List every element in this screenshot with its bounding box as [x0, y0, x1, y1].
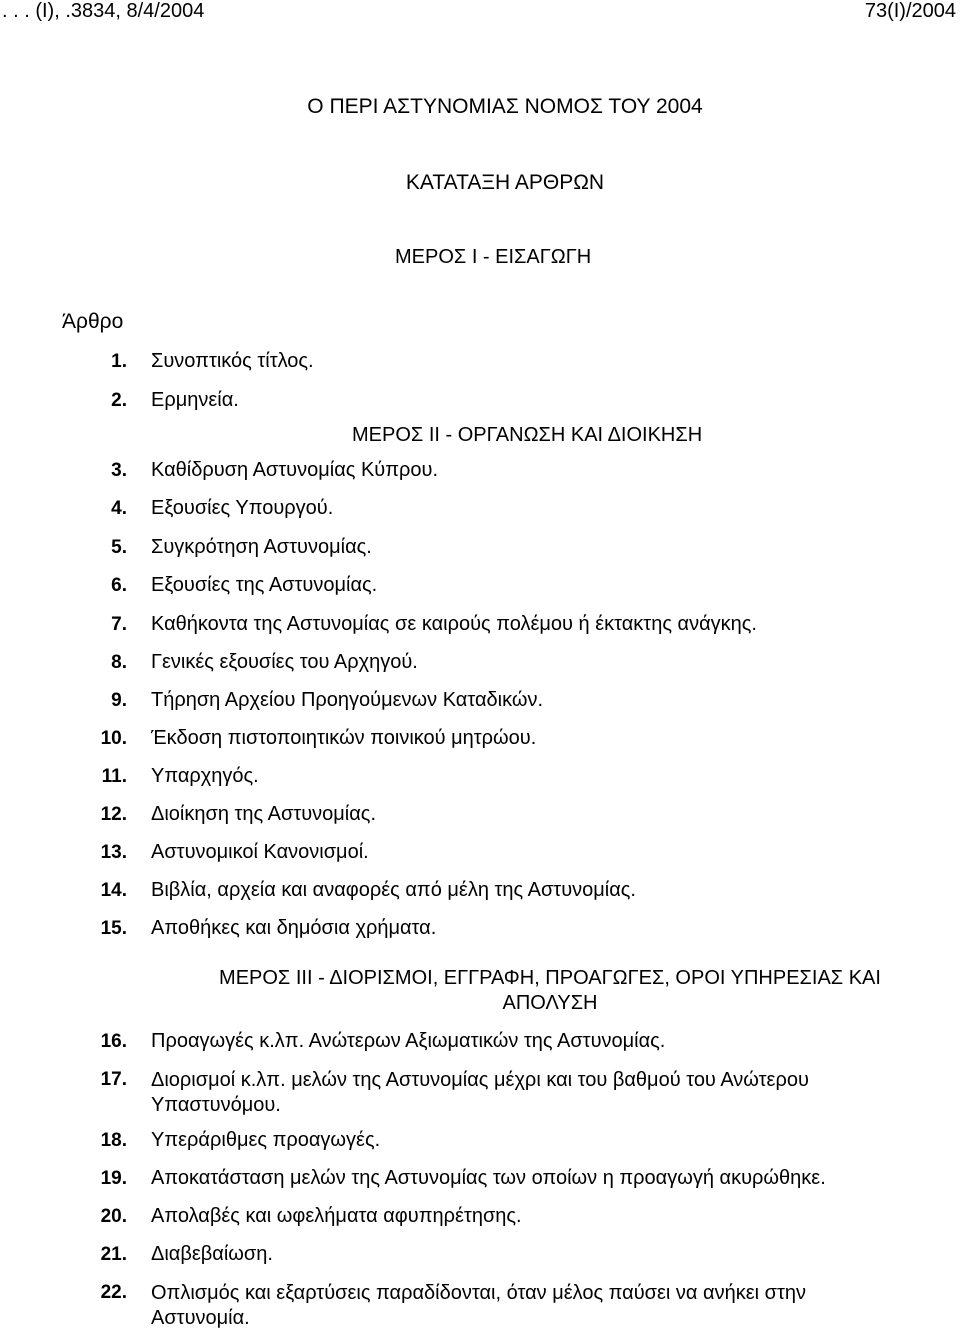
article-title: Απολαβές και ωφελήματα αφυπηρέτησης.: [151, 1205, 522, 1227]
article-title: Καθίδρυση Αστυνομίας Κύπρου.: [151, 459, 439, 481]
article-title: Βιβλία, αρχεία και αναφορές από μέλη της Αστυνομίας.: [151, 879, 636, 901]
article-number: 3.: [111, 460, 127, 481]
article-title: Προαγωγές κ.λπ. Ανώτερων Αξιωματικών της Αστυνομίας.: [151, 1030, 666, 1052]
article-number: 16.: [100, 1031, 127, 1052]
article-title: Αποθήκες και δημόσια χρήματα.: [151, 917, 437, 939]
page-header-right: 73(Ι)/2004: [864, 0, 956, 22]
article-number: 7.: [111, 614, 127, 635]
article-title: Εξουσίες Υπουργού.: [151, 497, 334, 519]
document-subtitle: ΚΑΤΑΤΑΞΗ ΑΡΘΡΩΝ: [405, 171, 605, 194]
article-title: Γενικές εξουσίες του Αρχηγού.: [151, 651, 418, 673]
article-number: 6.: [111, 575, 127, 596]
article-number: 4.: [111, 498, 127, 519]
article-title: Εξουσίες της Αστυνομίας.: [151, 574, 378, 596]
article-title: Συγκρότηση Αστυνομίας.: [151, 536, 372, 558]
article-number: 2.: [111, 390, 127, 411]
article-number: 9.: [111, 690, 127, 711]
article-title: Διαβεβαίωση.: [151, 1243, 273, 1265]
article-number: 8.: [111, 652, 127, 673]
article-number: 22.: [100, 1282, 127, 1303]
article-title: Υπεράριθμες προαγωγές.: [151, 1129, 381, 1151]
article-number: 20.: [100, 1206, 127, 1227]
article-title: Αποκατάσταση μελών της Αστυνομίας των οποίων η προαγωγή ακυρώθηκε.: [151, 1167, 826, 1189]
article-number: 12.: [100, 804, 127, 825]
article-number: 21.: [100, 1244, 127, 1265]
article-number: 17.: [100, 1069, 127, 1090]
article-title: Συνοπτικός τίτλος.: [151, 350, 314, 372]
article-number: 5.: [111, 537, 127, 558]
article-number: 11.: [101, 766, 127, 787]
article-number: 13.: [100, 842, 127, 863]
article-number: 18.: [100, 1130, 127, 1151]
article-number: 14.: [100, 880, 127, 901]
article-title: Έκδοση πιστοποιητικών ποινικού μητρώου.: [151, 727, 537, 749]
part-heading-2: ΜΕΡΟΣ ΙΙ - ΟΡΓΑΝΩΣΗ ΚΑΙ ΔΙΟΙΚΗΣΗ: [352, 424, 703, 446]
document-title: Ο ΠΕΡΙ ΑΣΤΥΝΟΜΙΑΣ ΝΟΜΟΣ ΤΟΥ 2004: [307, 95, 703, 118]
article-title: Ερμηνεία.: [151, 389, 239, 411]
article-title: Διορισμοί κ.λπ. μελών της Αστυνομίας μέχρι και του βαθμού του Ανώτερου Υπαστυνόμου.: [151, 1069, 809, 1116]
article-title: Διοίκηση της Αστυνομίας.: [151, 803, 376, 825]
article-column-label: Άρθρο: [62, 310, 124, 333]
part-heading-1: ΜΕΡΟΣ Ι - ΕΙΣΑΓΩΓΗ: [395, 246, 592, 268]
article-title: Υπαρχηγός.: [151, 765, 259, 787]
article-number: 10.: [100, 728, 127, 749]
article-title: Καθήκοντα της Αστυνομίας σε καιρούς πολέμου ή έκτακτης ανάγκης.: [151, 613, 757, 635]
article-title: Τήρηση Αρχείου Προηγούμενων Καταδικών.: [151, 689, 544, 711]
page-header-left: . . . (Ι), .3834, 8/4/2004: [2, 0, 205, 22]
article-title: Αστυνομικοί Κανονισμοί.: [151, 841, 369, 863]
article-title: Οπλισμός και εξαρτύσεις παραδίδονται, όταν μέλος παύσει να ανήκει στην Αστυνομία.: [151, 1282, 807, 1329]
article-number: 19.: [100, 1168, 127, 1189]
article-number: 1.: [111, 351, 127, 372]
article-number: 15.: [100, 918, 127, 939]
part-heading-3: ΜΕΡΟΣ ΙΙΙ - ΔΙΟΡΙΣΜΟΙ, ΕΓΓΡΑΦΗ, ΠΡΟΑΓΩΓΕΣ, ΟΡΟΙ ΥΠΗΡΕΣΙΑΣ ΚΑΙ ΑΠΟΛΥΣΗ: [219, 967, 881, 1014]
